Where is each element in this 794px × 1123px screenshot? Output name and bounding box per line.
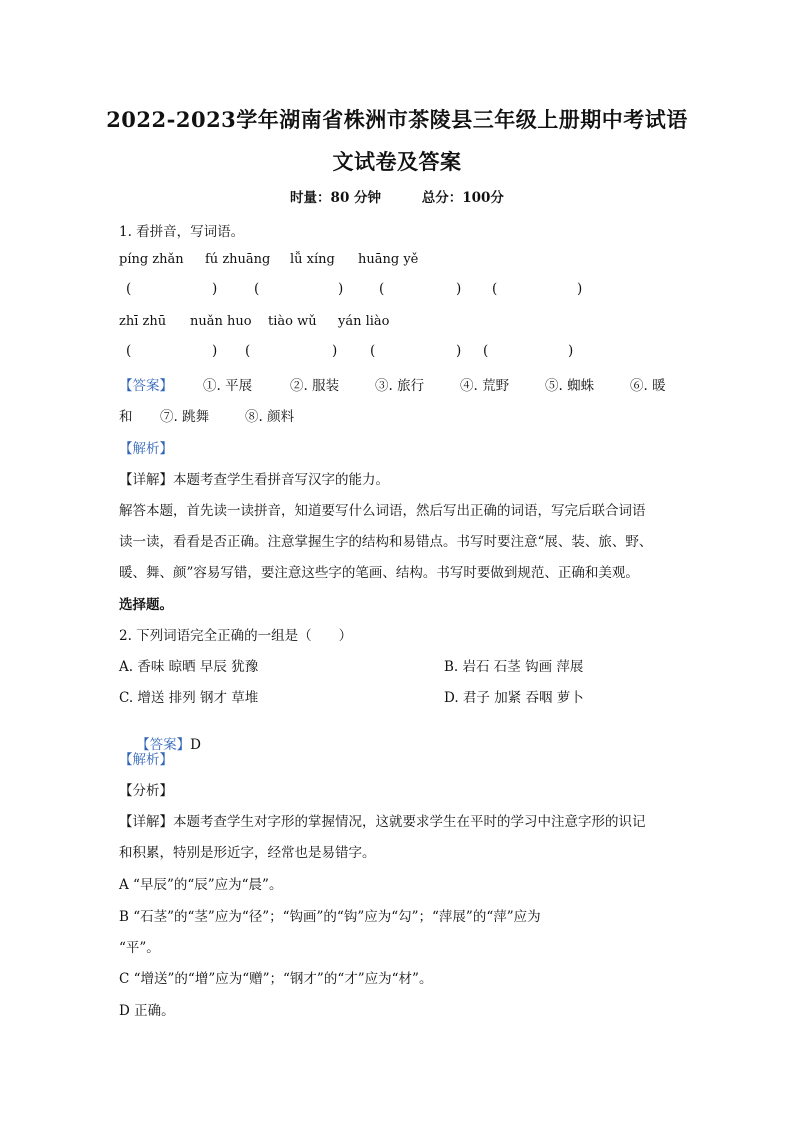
paren-close: ) xyxy=(577,281,583,297)
answer-tag: 【答案】 xyxy=(119,378,173,394)
q2-stem: 2. 下列词语完全正确的一组是（ ） xyxy=(119,628,353,644)
paren-close: ) xyxy=(456,343,462,359)
paren-close: ) xyxy=(568,343,574,359)
answer-item: 和 xyxy=(119,409,133,425)
q2-option-c: C. 增送 排列 钢才 草堆 xyxy=(119,690,259,706)
section-heading: 选择题。 xyxy=(119,597,173,613)
paren-open: ( xyxy=(483,343,489,359)
paren-open: ( xyxy=(126,281,132,297)
q1-pinyin-8: yán liào xyxy=(338,314,390,329)
q1-pinyin-7: tiào wǔ xyxy=(268,314,317,329)
q2-detail-line-2: 和积累，特别是形近字，经常也是易错字。 xyxy=(119,845,376,861)
paren-close: ) xyxy=(212,343,218,359)
answer-tag: 【答案】 xyxy=(136,737,191,753)
paren-open: ( xyxy=(126,343,132,359)
paren-close: ) xyxy=(338,281,344,297)
q1-pinyin-4: huāng yě xyxy=(358,252,419,267)
q1-detail: 【详解】本题考查学生看拼音写汉字的能力。 xyxy=(119,472,389,488)
paren-close: ) xyxy=(456,281,462,297)
paren-open: ( xyxy=(370,343,376,359)
paren-open: ( xyxy=(254,281,260,297)
answer-item: ⑧. 颜料 xyxy=(245,409,295,425)
answer-item: ⑤. 蜘蛛 xyxy=(545,378,595,394)
answer-item: ⑦. 跳舞 xyxy=(160,409,210,425)
answer-value: D xyxy=(190,737,201,753)
q2-option-b: B. 岩石 石茎 钩画 萍展 xyxy=(444,659,584,675)
paren-open: ( xyxy=(245,343,251,359)
answer-item: ④. 荒野 xyxy=(460,378,510,394)
q1-pinyin-3: lǚ xíng xyxy=(290,252,335,267)
q1-pinyin-2: fú zhuāng xyxy=(205,252,271,267)
answer-item: ③. 旅行 xyxy=(375,378,425,394)
q2-note-d: D 正确。 xyxy=(119,1003,175,1019)
q1-analysis-tag: 【解析】 xyxy=(119,441,173,457)
paren-open: ( xyxy=(492,281,498,297)
q2-detail-line-1: 【详解】本题考查学生对字形的掌握情况，这就要求学生在平时的学习中注意字形的识记 xyxy=(119,814,646,830)
q1-pinyin-5: zhī zhū xyxy=(119,314,167,329)
q1-pinyin-6: nuǎn huo xyxy=(190,314,252,329)
q2-fenxi-tag: 【分析】 xyxy=(119,783,173,799)
q1-paragraph-line-3: 暖、舞、颜”容易写错，要注意这些字的笔画、结构。书写时要做到规范、正确和美观。 xyxy=(119,565,639,581)
q2-note-b-line-1: B “石茎”的“茎”应为“径”；“钩画”的“钩”应为“勾”；“萍展”的“萍”应为 xyxy=(119,909,541,925)
answer-item: ①. 平展 xyxy=(203,378,253,394)
paren-close: ) xyxy=(332,343,338,359)
q1-stem: 1. 看拼音，写词语。 xyxy=(119,224,245,240)
paren-open: ( xyxy=(379,281,385,297)
q1-paragraph-line-2: 读一读，看看是否正确。注意掌握生字的结构和易错点。书写时要注意“展、装、旅、野、 xyxy=(119,534,653,550)
paren-close: ) xyxy=(212,281,218,297)
q2-note-c: C “增送”的“增”应为“赠”；“钢才”的“才”应为“材”。 xyxy=(119,971,433,987)
exam-meta xyxy=(0,186,794,206)
q2-option-a: A. 香味 晾晒 早辰 犹豫 xyxy=(119,659,259,675)
answer-item: ⑥. 暖 xyxy=(630,378,666,394)
q2-note-a: A “早辰”的“辰”应为“晨”。 xyxy=(119,877,283,893)
answer-item: ②. 服装 xyxy=(290,378,340,394)
q1-paragraph-line-1: 解答本题，首先读一读拼音，知道要写什么词语，然后写出正确的词语，写完后联合词语 xyxy=(119,503,646,519)
q2-note-b-line-2: “平”。 xyxy=(119,940,160,956)
exam-time: 时量：80 分钟 xyxy=(290,190,382,206)
document-title-line-1: 2022-2023学年湖南省株洲市茶陵县三年级上册期中考试语 xyxy=(106,107,688,132)
q1-pinyin-1: píng zhǎn xyxy=(119,252,184,267)
document-title-line-2: 文试卷及答案 xyxy=(332,149,462,174)
q2-option-d: D. 君子 加紧 吞咽 萝卜 xyxy=(444,690,584,706)
exam-score: 总分：100分 xyxy=(421,190,504,206)
q2-analysis-tag: 【解析】 xyxy=(119,752,173,768)
